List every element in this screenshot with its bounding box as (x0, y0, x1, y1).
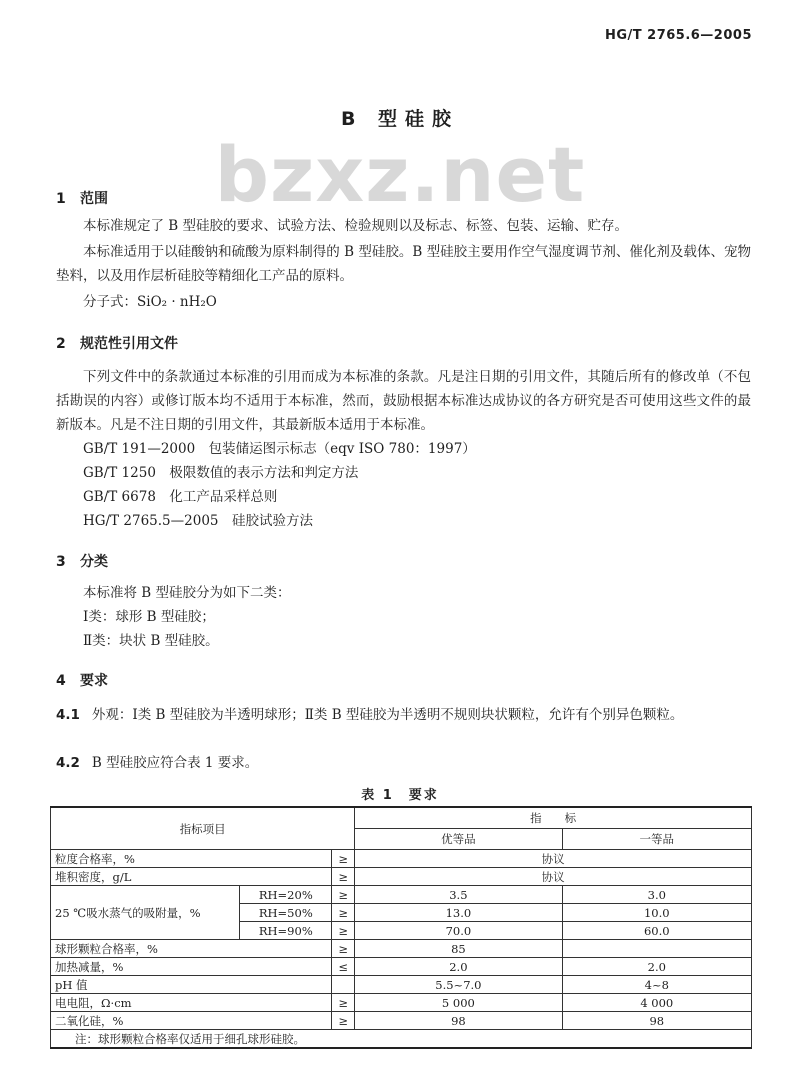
row-item: 加热减量，% (51, 958, 332, 976)
row-item: 粒度合格率，% (51, 850, 332, 868)
limit-symbol: ≥ (332, 904, 355, 922)
clause-text: B 型硅胶应符合表 1 要求。 (91, 755, 259, 771)
clause-4-1 (56, 703, 751, 727)
row-item: 电电阻，Ω·cm (51, 994, 332, 1012)
section-2-paragraph: 下列文件中的条款通过本标准的引用而成为本标准的条款。凡是注日期的引用文件，其随后所有的修改单（不包括勘误的内容）或修订版本均不适用于本标准，然而，鼓励根据本标准达成协议的各方研究是否可使用这些文件的最新版本。凡是不注日期的引用文件，其最新版本适用于本标准。 (56, 369, 751, 433)
value-superior: 13.0 (355, 904, 562, 922)
table-row (51, 1012, 752, 1030)
header-grade-superior: 优等品 (355, 829, 562, 850)
section-title: 要求 (80, 673, 108, 689)
humidity-condition: RH=50% (240, 904, 332, 922)
limit-symbol: ≥ (332, 850, 355, 868)
section-number: 2 (56, 336, 66, 352)
reference-item: GB/T 6678 化工产品采样总则 (83, 489, 278, 505)
value-first: 2.0 (562, 958, 751, 976)
row-item: pH 值 (51, 976, 332, 994)
section-title: 范围 (80, 191, 108, 207)
section-title: 分类 (80, 554, 108, 570)
table-note-row (51, 1030, 752, 1049)
reference-item: GB/T 191—2000 包装储运图示标志（eqv ISO 780：1997） (83, 441, 476, 457)
humidity-condition: RH=90% (240, 922, 332, 940)
value-first (562, 940, 751, 958)
section-1-paragraph-2: 本标准适用于以硅酸钠和硫酸为原料制得的 B 型硅胶。B 型硅胶主要用作空气湿度调节剂、催化剂及载体、宠物垫料，以及用作层析硅胶等精细化工产品的原料。 (56, 244, 751, 284)
row-item: 球形颗粒合格率，% (51, 940, 332, 958)
class-2-item: Ⅱ类：块状 B 型硅胶。 (83, 633, 219, 649)
table-row (51, 850, 752, 868)
clause-text: 外观：Ⅰ类 B 型硅胶为半透明球形；Ⅱ类 B 型硅胶为半透明不规则块状颗粒，允许有个别异色颗粒。 (91, 707, 684, 723)
value-superior: 85 (355, 940, 562, 958)
table-row (51, 976, 752, 994)
header-item: 指标项目 (51, 807, 355, 850)
header-grade-first: 一等品 (562, 829, 751, 850)
watermark: bzxz.net (214, 130, 586, 219)
value-first: 3.0 (562, 886, 751, 904)
table-title: 表 1 要求 (361, 788, 439, 803)
section-number: 1 (56, 191, 66, 207)
limit-symbol (332, 976, 355, 994)
limit-symbol: ≥ (332, 868, 355, 886)
section-number: 3 (56, 554, 66, 570)
clause-number: 4.1 (56, 707, 80, 723)
reference-item: GB/T 1250 极限数值的表示方法和判定方法 (83, 465, 359, 481)
table-row (51, 868, 752, 886)
table-row (51, 958, 752, 976)
value-superior: 5.5~7.0 (355, 976, 562, 994)
row-value: 协议 (355, 850, 752, 868)
section-1-paragraph-1: 本标准规定了 B 型硅胶的要求、试验方法、检验规则以及标志、标签、包装、运输、贮存。 (83, 218, 629, 234)
section-number: 4 (56, 673, 66, 689)
reference-item: HG/T 2765.5—2005 硅胶试验方法 (83, 513, 313, 529)
value-first: 4~8 (562, 976, 751, 994)
row-item: 二氧化硅，% (51, 1012, 332, 1030)
value-first: 4 000 (562, 994, 751, 1012)
limit-symbol: ≥ (332, 886, 355, 904)
section-1-heading (56, 188, 108, 208)
value-superior: 5 000 (355, 994, 562, 1012)
section-4-heading (56, 670, 108, 690)
row-value: 协议 (355, 868, 752, 886)
limit-symbol: ≥ (332, 922, 355, 940)
requirements-table (50, 806, 752, 1049)
table-row (51, 886, 752, 904)
class-1-item: Ⅰ类：球形 B 型硅胶； (83, 609, 215, 625)
header-index: 指 标 (355, 807, 752, 829)
humidity-condition: RH=20% (240, 886, 332, 904)
limit-symbol: ≥ (332, 940, 355, 958)
value-superior: 3.5 (355, 886, 562, 904)
clause-number: 4.2 (56, 755, 80, 771)
document-title: B 型硅胶 (340, 108, 460, 130)
section-2-heading (56, 333, 178, 353)
table-row (51, 940, 752, 958)
row-item: 堆积密度，g/L (51, 868, 332, 886)
value-first: 10.0 (562, 904, 751, 922)
section-3-heading (56, 551, 108, 571)
value-first: 60.0 (562, 922, 751, 940)
value-superior: 2.0 (355, 958, 562, 976)
value-first: 98 (562, 1012, 751, 1030)
table-row (51, 994, 752, 1012)
molecular-formula: 分子式：SiO₂ · nH₂O (83, 294, 217, 310)
limit-symbol: ≥ (332, 1012, 355, 1030)
row-item: 25 ℃吸水蒸气的吸附量，% (51, 886, 240, 940)
standard-number: HG/T 2765.6—2005 (604, 28, 752, 43)
value-superior: 98 (355, 1012, 562, 1030)
clause-4-2 (56, 751, 751, 775)
section-3-intro: 本标准将 B 型硅胶分为如下二类： (83, 585, 291, 601)
limit-symbol: ≥ (332, 994, 355, 1012)
table-note: 注：球形颗粒合格率仅适用于细孔球形硅胶。 (51, 1030, 752, 1049)
section-title: 规范性引用文件 (80, 336, 178, 352)
limit-symbol: ≤ (332, 958, 355, 976)
value-superior: 70.0 (355, 922, 562, 940)
